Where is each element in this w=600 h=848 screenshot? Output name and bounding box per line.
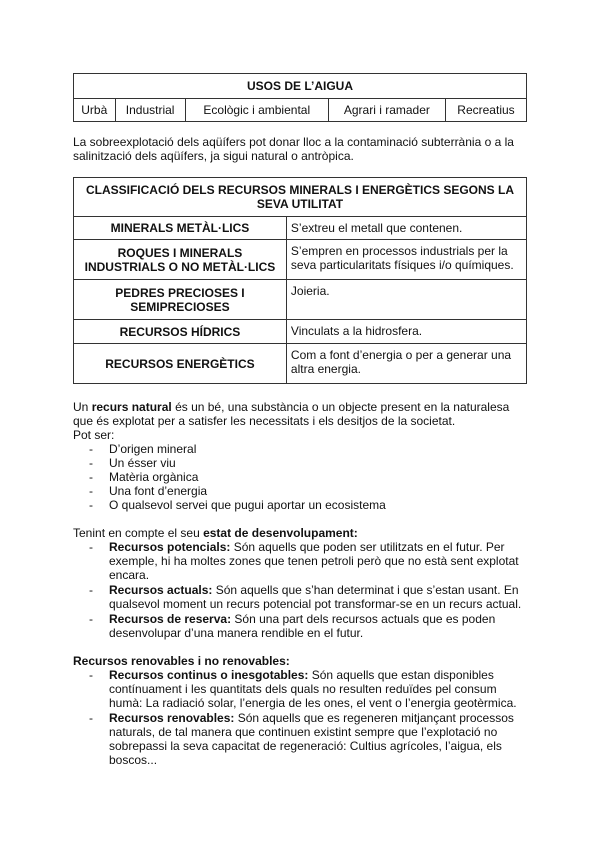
category-cell: RECURSOS HÍDRICS xyxy=(74,320,287,344)
renewable-heading: Recursos renovables i no renovables: xyxy=(73,654,290,668)
table-row xyxy=(74,217,527,240)
classification-table xyxy=(73,177,527,384)
list-item xyxy=(73,540,527,582)
description-cell: Com a font d’energia o per a generar una altra energia. xyxy=(286,344,526,384)
table-row xyxy=(74,240,527,280)
item-text: Són aquells que estan disponibles contínuament i les quantitats dels quals no resulten reduïdes pel consum humà: La radiació solar, l’energia de les ones, el vent o l’energia geotèrmica. xyxy=(109,668,517,710)
development-intro-bold: estat de desenvolupament: xyxy=(203,526,358,540)
list-item: - Una font d’energia xyxy=(73,484,527,498)
water-use-cell: Recreatius xyxy=(445,99,526,122)
list-item xyxy=(73,583,527,611)
development-intro xyxy=(73,526,527,540)
list-item: - Matèria orgànica xyxy=(73,470,527,484)
list-item: - D’origen mineral xyxy=(73,442,527,456)
water-use-cell: Agrari i ramader xyxy=(328,99,445,122)
description-cell: S’extreu el metall que contenen. xyxy=(286,217,526,240)
renewable-list xyxy=(73,668,527,767)
water-use-cell: Urbà xyxy=(74,99,116,122)
item-text: Són una part dels recursos actuals que es poden desenvolupar d’una manera rendible en el futur. xyxy=(109,612,496,640)
water-uses-title: USOS DE L’AIGUA xyxy=(74,74,527,99)
list-item xyxy=(73,668,527,710)
item-term: Recursos actuals: xyxy=(109,583,213,597)
table-row xyxy=(74,344,527,384)
category-cell: ROQUES I MINERALS INDUSTRIALS O NO METÀL·LICS xyxy=(74,240,287,280)
table-row xyxy=(74,320,527,344)
water-use-cell: Industrial xyxy=(115,99,185,122)
development-intro-prefix: Tenint en compte el seu xyxy=(73,526,204,540)
category-cell: RECURSOS ENERGÈTICS xyxy=(74,344,287,384)
resource-types-list xyxy=(73,442,527,512)
water-uses-table xyxy=(73,73,527,122)
development-list xyxy=(73,540,527,640)
list-item: - Un ésser viu xyxy=(73,456,527,470)
water-use-cell: Ecològic i ambiental xyxy=(185,99,328,122)
overexploitation-paragraph: La sobreexplotació dels aqüífers pot donar lloc a la contaminació subterrània o a la salinització dels aqüífers, ja sigui natural o antròpica. xyxy=(73,135,514,163)
item-term: Recursos continus o inesgotables: xyxy=(109,668,309,682)
list-item: - O qualsevol servei que pugui aportar un ecosistema xyxy=(73,498,527,512)
category-cell: MINERALS METÀL·LICS xyxy=(74,217,287,240)
description-cell: S’empren en processos industrials per la seva particularitats físiques i/o químiques. xyxy=(286,240,526,280)
item-text: Són aquells que s’han determinat i que s’estan usant. En qualsevol moment un recurs potencial pot transformar-se en un recurs actual. xyxy=(109,583,522,611)
item-term: Recursos renovables: xyxy=(109,711,235,725)
water-uses-row xyxy=(74,99,527,122)
pot-ser-label: Pot ser: xyxy=(73,428,115,442)
document-page xyxy=(73,73,527,768)
item-text: Són aquells que es regeneren mitjançant processos naturals, de tal manera que continuen existint sempre que l’explotació no sobrepassi la seva capacitat de regeneració: Cultius agrícoles, l’aigua, els boscos... xyxy=(109,711,514,767)
classification-title: CLASSIFICACIÓ DELS RECURSOS MINERALS I ENERGÈTICS SEGONS LA SEVA UTILITAT xyxy=(74,178,527,217)
table-row xyxy=(74,280,527,320)
category-cell: PEDRES PRECIOSES I SEMIPRECIOSES xyxy=(74,280,287,320)
definition-prefix: Un xyxy=(73,400,92,414)
natural-resource-definition xyxy=(73,400,527,428)
definition-text: és un bé, una substància o un objecte present en la naturalesa que és explotat per a satisfer les necessitats i els desitjos de la societat. xyxy=(73,400,510,428)
item-term: Recursos de reserva: xyxy=(109,612,232,626)
item-text: Són aquells que poden ser utilitzats en el futur. Per exemple, hi ha moltes zones que tenen petroli però que no està sent explotat encara. xyxy=(109,540,519,582)
description-cell: Joieria. xyxy=(286,280,526,320)
list-item xyxy=(73,711,527,767)
item-term: Recursos potencials: xyxy=(109,540,231,554)
definition-term: recurs natural xyxy=(91,400,172,414)
list-item xyxy=(73,612,527,640)
description-cell: Vinculats a la hidrosfera. xyxy=(286,320,526,344)
